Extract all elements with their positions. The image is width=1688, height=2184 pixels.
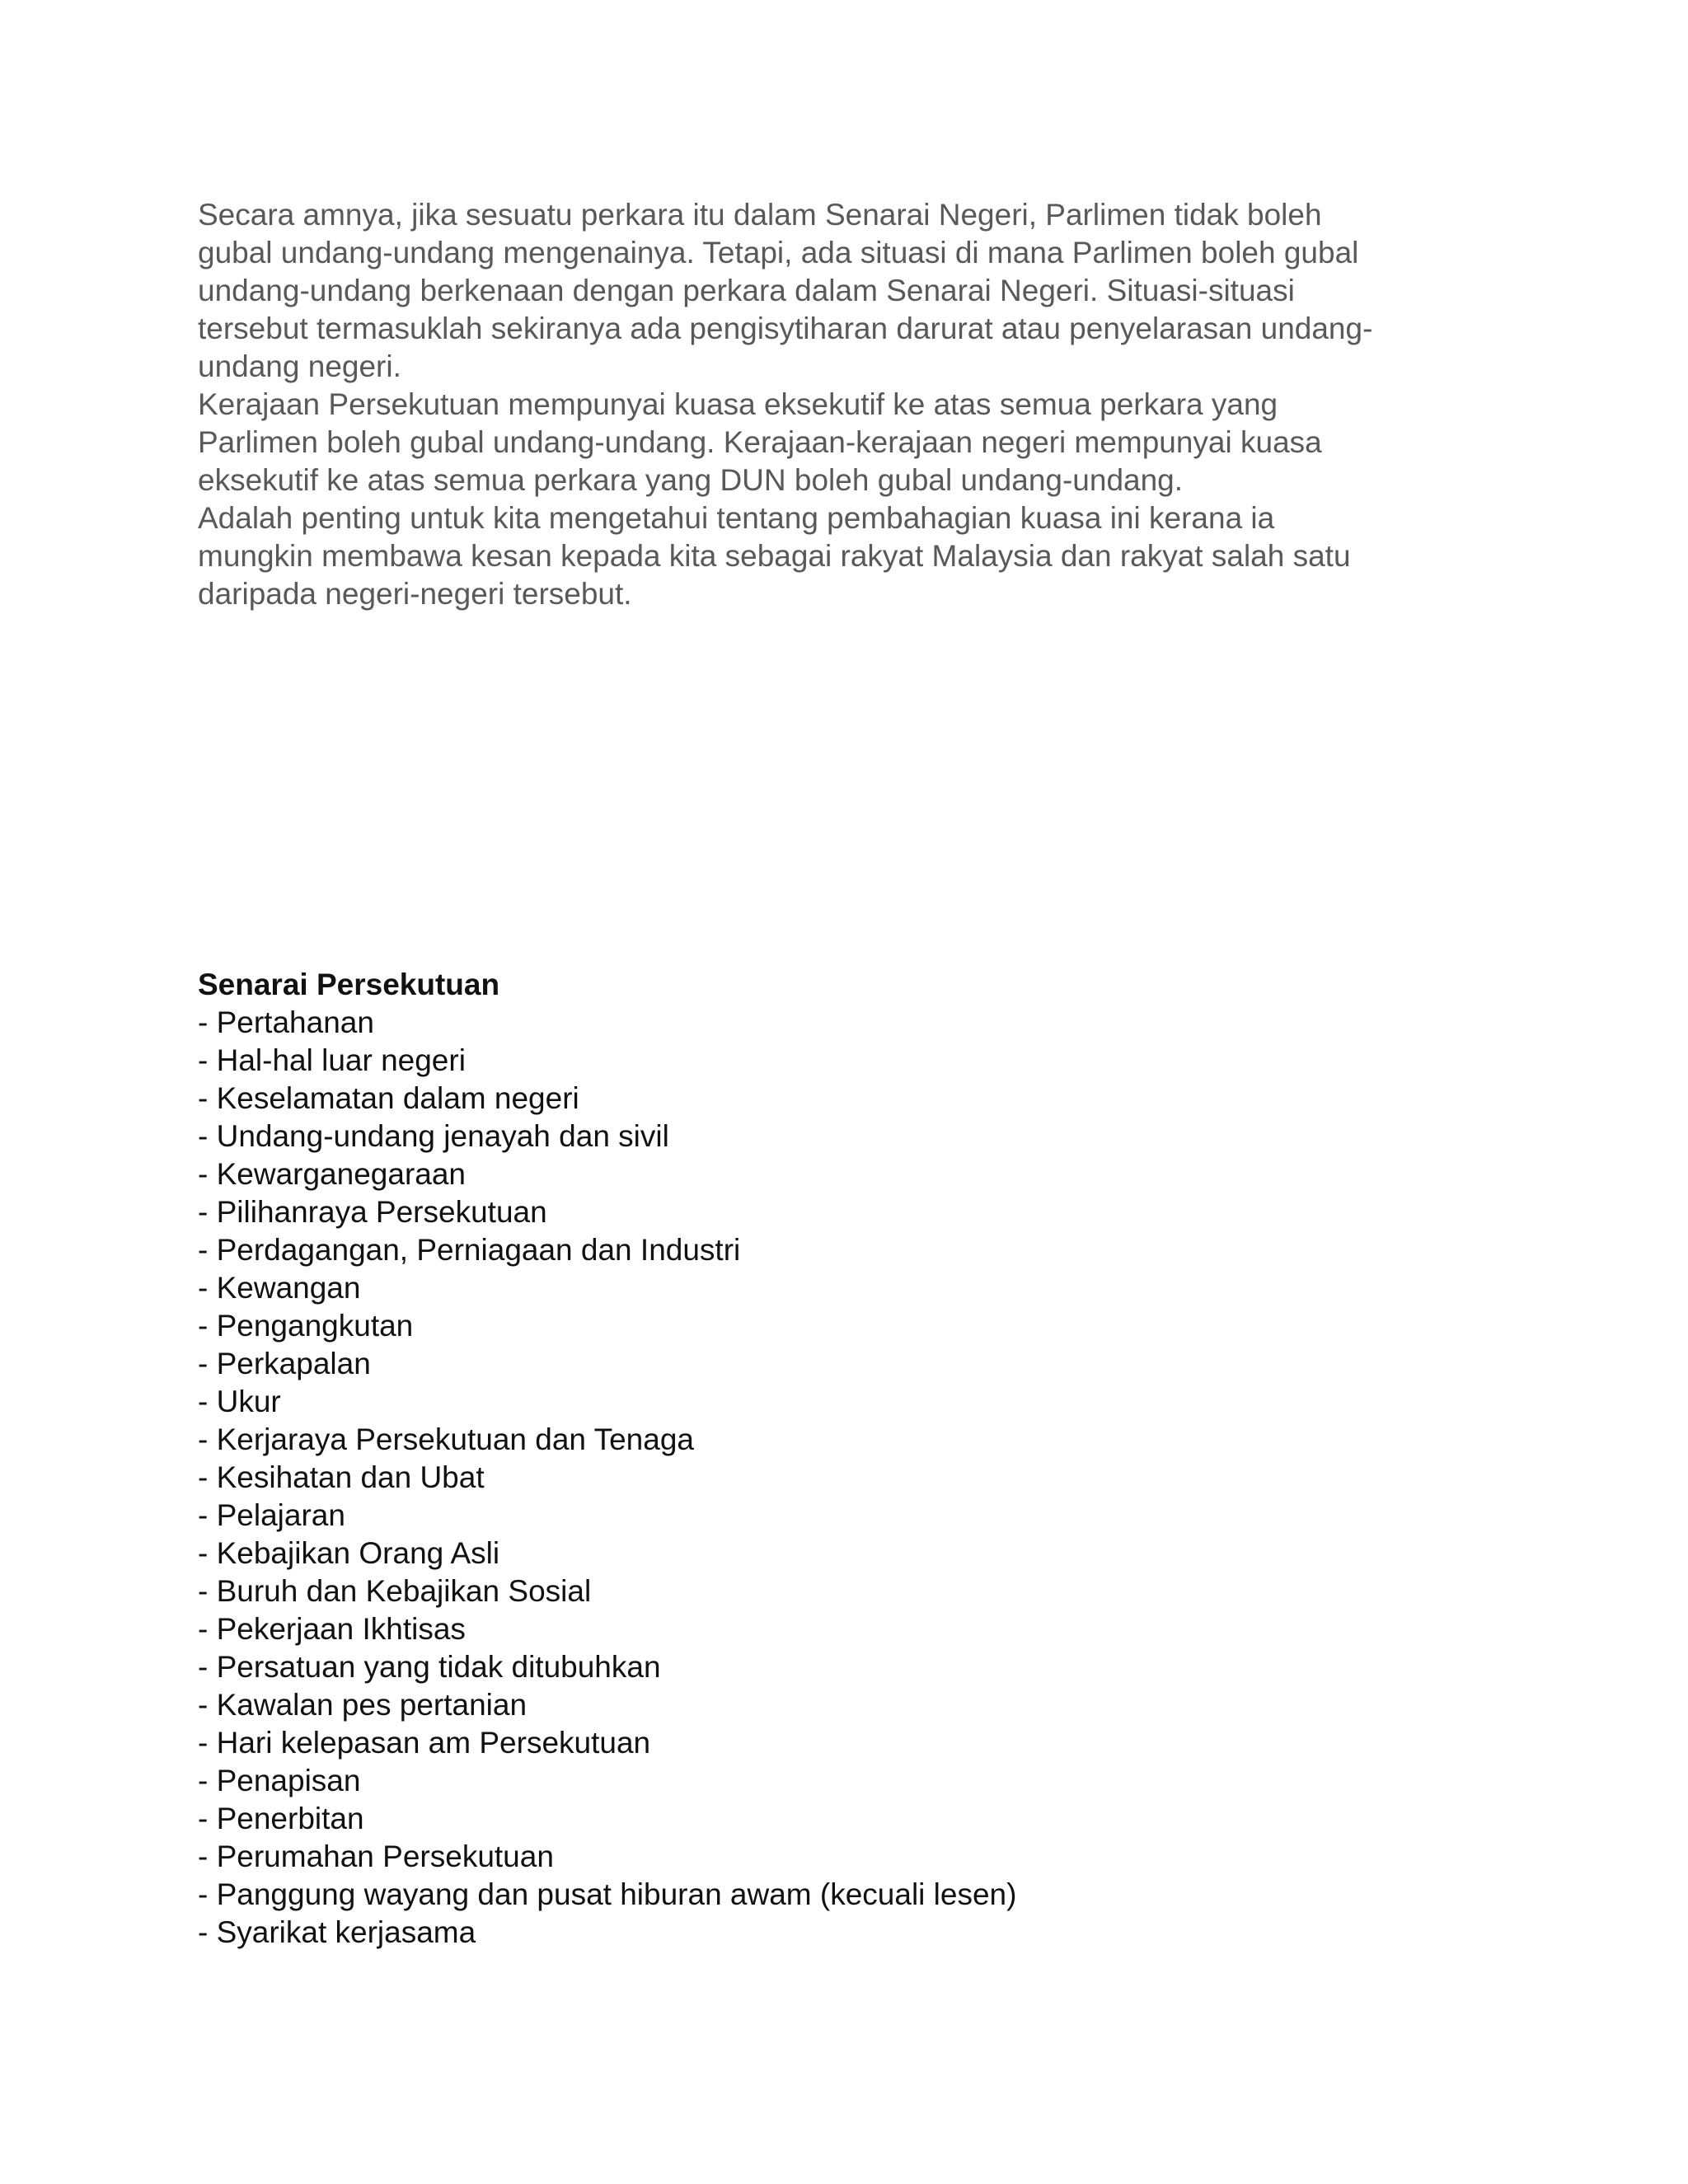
list-item: - Hal-hal luar negeri xyxy=(198,1043,466,1077)
list-item: - Ukur xyxy=(198,1385,281,1418)
intro-line: daripada negeri-negeri tersebut. xyxy=(198,577,632,611)
intro-line: eksekutif ke atas semua perkara yang DUN boleh gubal undang-undang. xyxy=(198,463,1184,497)
intro-paragraphs xyxy=(198,196,1484,613)
list-item: - Undang-undang jenayah dan sivil xyxy=(198,1119,669,1153)
list-item: - Keselamatan dalam negeri xyxy=(198,1081,579,1115)
intro-line: Parlimen boleh gubal undang-undang. Kerajaan-kerajaan negeri mempunyai kuasa xyxy=(198,425,1322,459)
section-heading: Senarai Persekutuan xyxy=(198,968,500,1001)
intro-line: Kerajaan Persekutuan mempunyai kuasa eksekutif ke atas semua perkara yang xyxy=(198,387,1278,421)
list-item: - Syarikat kerjasama xyxy=(198,1915,476,1949)
senarai-persekutuan-section xyxy=(198,966,1484,1952)
list-item: - Pelajaran xyxy=(198,1498,345,1532)
intro-line: Secara amnya, jika sesuatu perkara itu dalam Senarai Negeri, Parlimen tidak boleh xyxy=(198,198,1322,232)
list-item: - Kewarganegaraan xyxy=(198,1157,466,1191)
list-item: - Pekerjaan Ikhtisas xyxy=(198,1612,466,1646)
list-item: - Penerbitan xyxy=(198,1802,364,1835)
list-item: - Penapisan xyxy=(198,1764,361,1797)
intro-line: Adalah penting untuk kita mengetahui tentang pembahagian kuasa ini kerana ia xyxy=(198,501,1275,535)
list-item: - Kesihatan dan Ubat xyxy=(198,1460,485,1494)
list-item: - Kerjaraya Persekutuan dan Tenaga xyxy=(198,1422,694,1456)
intro-line: mungkin membawa kesan kepada kita sebagai rakyat Malaysia dan rakyat salah satu xyxy=(198,539,1351,573)
list-item: - Pengangkutan xyxy=(198,1309,414,1343)
federal-list xyxy=(198,1004,1484,1952)
list-item: - Buruh dan Kebajikan Sosial xyxy=(198,1574,592,1608)
list-item: - Perkapalan xyxy=(198,1347,371,1380)
intro-line: gubal undang-undang mengenainya. Tetapi, ada situasi di mana Parlimen boleh gubal xyxy=(198,236,1359,269)
list-item: - Persatuan yang tidak ditubuhkan xyxy=(198,1650,661,1684)
list-item: - Kawalan pes pertanian xyxy=(198,1688,528,1722)
list-item: - Perumahan Persekutuan xyxy=(198,1840,554,1873)
list-item: - Panggung wayang dan pusat hiburan awam (kecuali lesen) xyxy=(198,1877,1017,1911)
intro-line: undang-undang berkenaan dengan perkara dalam Senarai Negeri. Situasi-situasi xyxy=(198,274,1295,307)
list-item: - Pertahanan xyxy=(198,1005,374,1039)
list-item: - Pilihanraya Persekutuan xyxy=(198,1195,547,1229)
list-item: - Perdagangan, Perniagaan dan Industri xyxy=(198,1233,741,1267)
intro-line: undang negeri. xyxy=(198,349,401,383)
list-item: - Kewangan xyxy=(198,1271,361,1305)
intro-line: tersebut termasuklah sekiranya ada pengisytiharan darurat atau penyelarasan undang- xyxy=(198,312,1373,345)
list-item: - Hari kelepasan am Persekutuan xyxy=(198,1726,651,1760)
list-item: - Kebajikan Orang Asli xyxy=(198,1536,500,1570)
